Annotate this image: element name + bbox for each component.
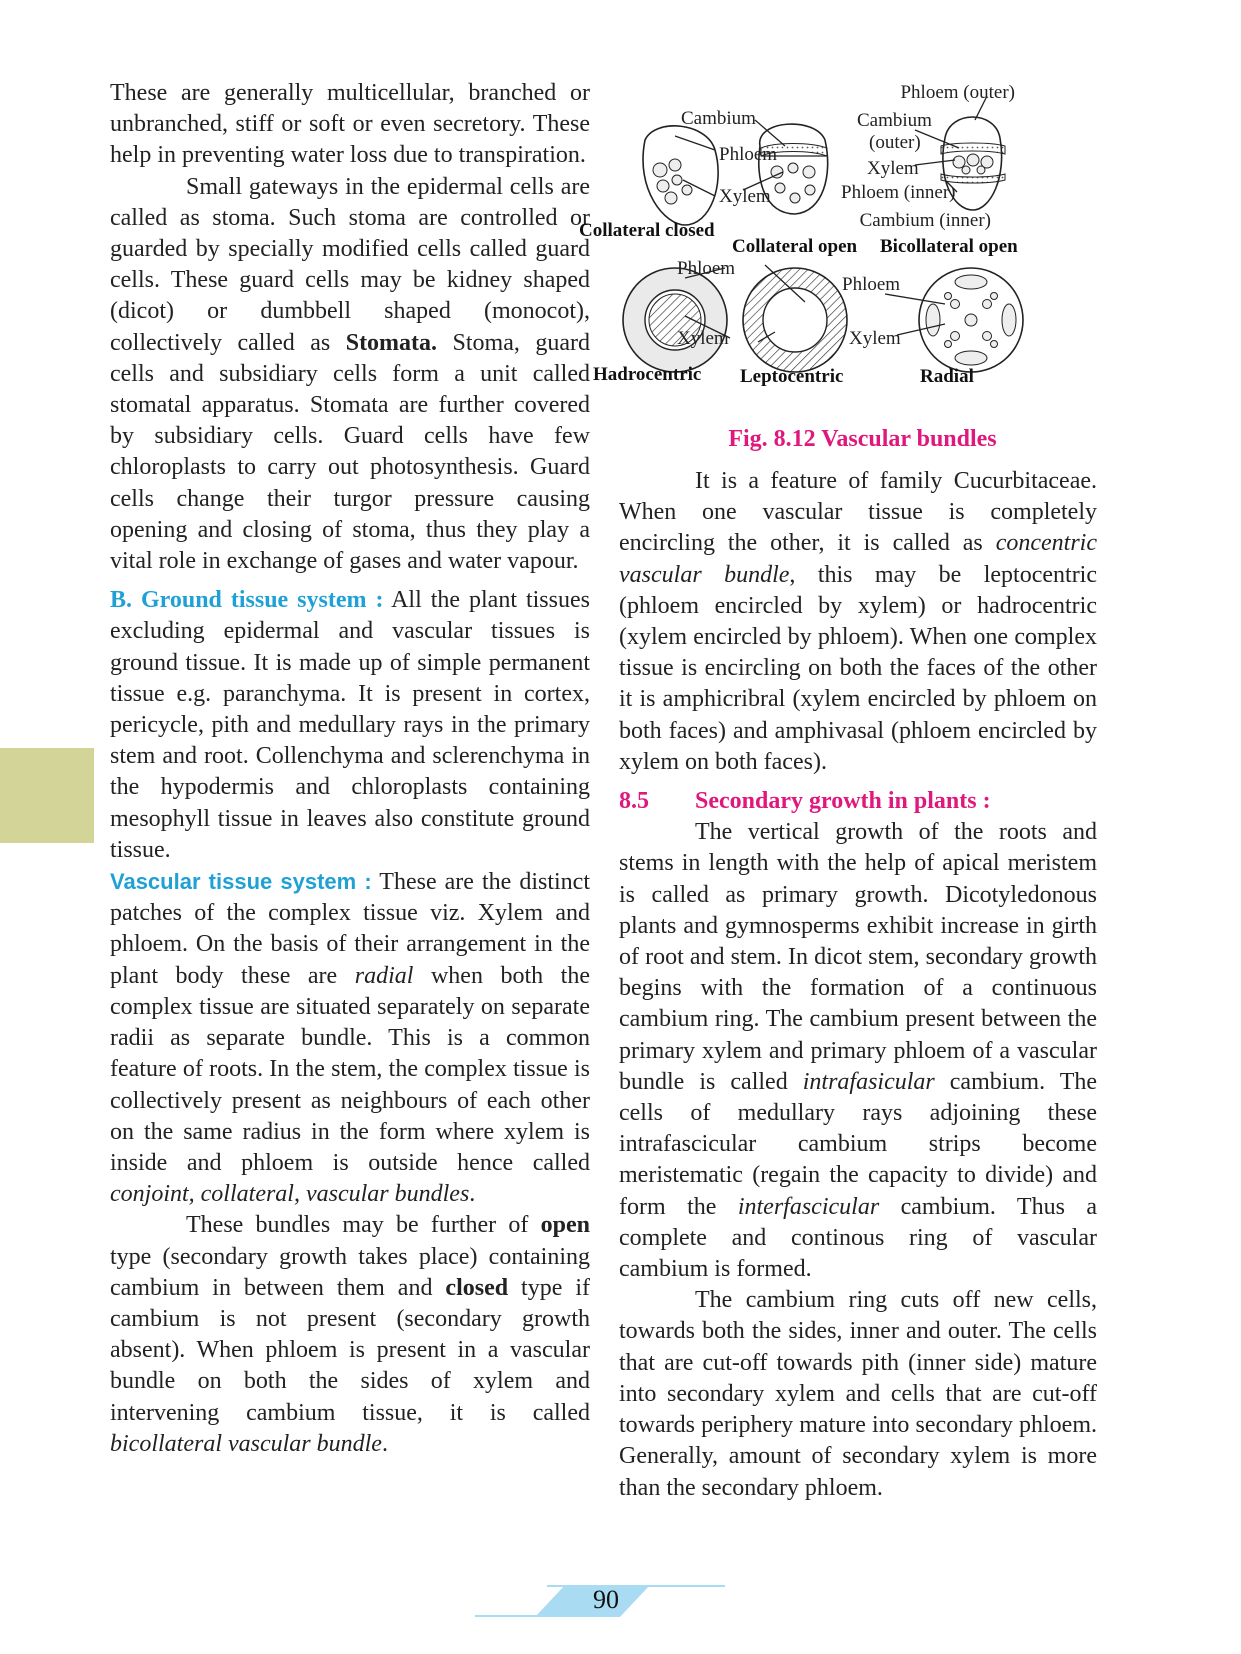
text-run: when both the complex tissue are situated separately on separate radii as separate bundle. This is a common feature of roots. In the stem, the complex tissue is collectively present as neighbours of each other on the same radius in the form where xylem is inside and phloem is outside hence called [110, 962, 590, 1176]
vascular-bundles-diagram [579, 80, 1110, 420]
text-run: , this may be leptocentric (phloem encircled by xylem) or hadrocentric (xylem encircled by phloem). When one complex tissue is encircling on both the faces of the other it is amphicribral (xylem encircled by phloem on both faces) and amphivasal (phloem encircled by xylem on both faces). [619, 561, 1098, 775]
label-cambium-outer-2: (outer) [869, 132, 921, 153]
section-heading [619, 786, 1097, 817]
term-stomata: Stomata. [345, 329, 438, 356]
term-closed: closed [445, 1274, 509, 1301]
paragraph-ground-tissue [110, 585, 590, 866]
term-bicollateral: bicollateral vascular bundle [110, 1430, 382, 1457]
text-run: . [469, 1181, 476, 1208]
term-open: open [540, 1212, 590, 1239]
section-number: 8.5 [619, 788, 649, 815]
text-run: All the plant tissues excluding epidermal and vascular tissues is ground tissue. It is made up of simple permanent tissue e.g. paranchyma. It is present in cortex, pericycle, pith and medullary rays in the primary stem and root. Collenchyma and sclerenchyma in the hypodermis and chloroplasts containing mesophyll tissue in leaves also constitute ground tissue. [110, 587, 590, 863]
label-radial: Radial [920, 366, 974, 387]
text-run: type (secondary growth takes place) containing cambium in between them and [110, 1243, 590, 1301]
heading-ground-tissue: B. Ground tissue system : [110, 587, 384, 614]
paragraph-bundles [110, 1210, 590, 1460]
vascular-bundles-figure [579, 80, 1110, 420]
label-phloem-outer: Phloem (outer) [900, 82, 1015, 103]
label-phloem: Phloem [719, 144, 778, 165]
paragraph-stomata [110, 172, 590, 578]
collateral-closed-bundle [643, 126, 718, 225]
leptocentric-bundle [743, 265, 847, 372]
label-xylem-hadrocentric: Xylem [677, 328, 729, 349]
term-intrafasicular: intrafasicular [802, 1068, 935, 1095]
figure-caption: Fig. 8.12 Vascular bundles [728, 426, 997, 452]
page-number: 90 [593, 1585, 619, 1614]
text-run: It is a feature of family Cucurbitaceae. When one vascular tissue is completely encircling the other, it is called as [619, 468, 1097, 557]
label-collateral-closed: Collateral closed [579, 220, 715, 241]
paragraph-cambium-ring: The cambium ring cuts off new cells, towards both the sides, inner and outer. The cells that are cut-off towards pith (inner side) mature into secondary xylem and cells that are cut-off towards periphery mature into secondary phloem. Generally, amount of secondary xylem is more than the secondary phloem. [619, 1287, 1097, 1501]
radial-bundle [885, 268, 1023, 372]
paragraph-concentric [619, 466, 1097, 778]
term-concentric: concentric vascular bundle [619, 530, 1097, 588]
label-xylem: Xylem [719, 186, 771, 207]
label-leptocentric: Leptocentric [740, 366, 844, 387]
paragraph-secondary-growth [619, 817, 1097, 1285]
paragraph-trichomes: These are generally multicellular, branched or unbranched, stiff or soft or even secretory. These help in preventing water loss due to transpiration. [110, 80, 590, 169]
label-xylem-radial: Xylem [849, 328, 901, 349]
text-run: These are the distinct patches of the complex tissue viz. Xylem and phloem. On the basis of their arrangement in the plant body these are [110, 869, 590, 989]
label-collateral-open: Collateral open [732, 236, 858, 257]
text-run: These bundles may be further of [186, 1212, 541, 1239]
text-run: type if cambium is not present (secondary growth absent). When phloem is present in a vascular bundle on both the sides of xylem and intervening cambium tissue, it is called [110, 1274, 591, 1426]
side-tab-marker [0, 748, 94, 843]
label-phloem-radial: Phloem [842, 274, 901, 295]
term-conjoint: conjoint, collateral, vascular bundles [110, 1181, 470, 1208]
label-bicollateral-open: Bicollateral open [880, 236, 1018, 257]
label-cambium-outer-1: Cambium [857, 110, 932, 131]
text-run: Stoma, guard cells and subsidiary cells form a unit called stomatal apparatus. Stomata are further covered by subsidiary cells. Guard cells have few chloroplasts to carry out photosynthesis. Guard cells change their turgor pressure causing opening and closing of stoma, thus they play a vital role in exchange of gases and water vapour. [110, 329, 591, 575]
term-radial: radial [354, 962, 414, 989]
text-run: . [381, 1430, 388, 1457]
text-run: cambium. Thus a complete and continous ring of vascular cambium is formed. [619, 1193, 1097, 1283]
label-phloem-inner: Phloem (inner) [841, 182, 956, 203]
right-column [619, 466, 1097, 1504]
left-column [110, 78, 590, 1460]
term-interfascicular: interfascicular [737, 1193, 880, 1220]
text-run: Small gateways in the epidermal cells are called as stoma. Such stoma are controlled or guarded by specially modified cells called guard cells. These guard cells may be kidney shaped (dicot) or dumbbell shaped (monocot), collectively called as [110, 173, 590, 356]
text-run: cambium. The cells of medullary rays adjoining these intrafascicular cambium strips become meristematic (regain the capacity to divide) and form the [619, 1068, 1098, 1220]
label-cambium-inner: Cambium (inner) [859, 210, 991, 231]
section-title: Secondary growth in plants : [695, 788, 991, 815]
text-run: The vertical growth of the roots and stems in length with the help of apical meristem is called as primary growth. Dicotyledonous plants and gymnosperms exhibit increase in girth of root and stem. In dicot stem, secondary growth begins with the formation of a continuous cambium ring. The cambium present between the primary xylem and primary phloem of a vascular bundle is called [619, 819, 1097, 1095]
heading-vascular-tissue: Vascular tissue system : [110, 869, 372, 895]
paragraph-vascular-tissue [110, 866, 590, 1210]
hadrocentric-bundle [623, 268, 730, 372]
label-xylem-bicollateral: Xylem [867, 158, 919, 179]
label-hadrocentric: Hadrocentric [593, 364, 702, 385]
label-cambium: Cambium [681, 108, 756, 129]
label-phloem-hadrocentric: Phloem [677, 258, 736, 279]
